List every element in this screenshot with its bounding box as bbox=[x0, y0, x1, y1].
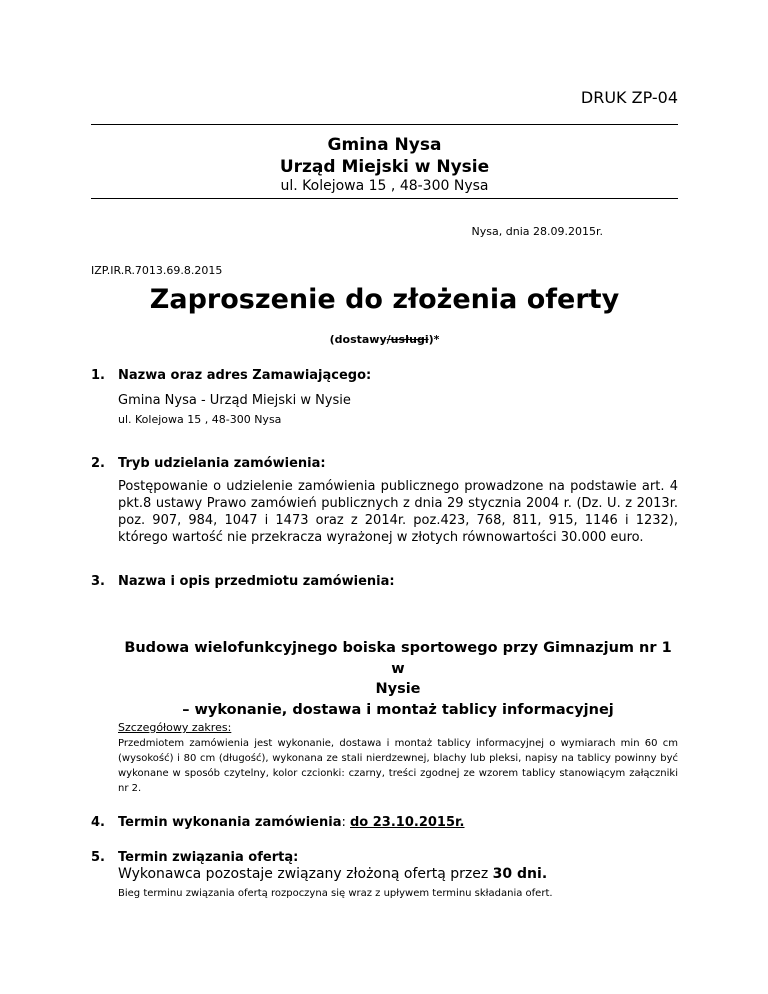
section-5-number: 5. bbox=[91, 850, 105, 865]
subject-line-2: Nysie bbox=[375, 681, 421, 697]
header-office: Urząd Miejski w Nysie bbox=[279, 157, 490, 177]
scope-text: Przedmiotem zamówienia jest wykonanie, dostawa i montaż tablicy informacyjnej o wymiarach min 60 cm (wysokość) i 80 cm (długość), wykonana ze stali nierdzewnej, blachy lub pleksi, napisy na tablicy powinny być wykonane w sposób czytelny, kolor czcionki: czarny, treści zgodnej ze wzorem tablicy stanowiącym załączniki nr 2. bbox=[118, 738, 678, 794]
section-2-number: 2. bbox=[91, 456, 105, 471]
section-4-heading bbox=[91, 815, 465, 830]
document-title: Zaproszenie do złożenia oferty bbox=[149, 284, 620, 315]
contracting-authority-name: Gmina Nysa - Urząd Miejski w Nysie bbox=[118, 393, 351, 408]
contracting-authority-address: ul. Kolejowa 15 , 48-300 Nysa bbox=[118, 413, 282, 426]
section-1-number: 1. bbox=[91, 368, 105, 383]
section-3-heading bbox=[91, 574, 395, 589]
header-bottom-rule bbox=[91, 198, 678, 199]
section-1-heading bbox=[91, 368, 371, 383]
section-1-title: Nazwa oraz adres Zamawiającego: bbox=[118, 368, 372, 383]
binding-period-text: Wykonawca pozostaje związany złożoną ofertą przez bbox=[118, 866, 493, 882]
date-line: Nysa, dnia 28.09.2015r. bbox=[471, 225, 603, 238]
section-4-title: Termin wykonania zamówienia bbox=[118, 815, 342, 830]
subject-line-3: – wykonanie, dostawa i montaż tablicy informacyjnej bbox=[182, 701, 614, 718]
binding-period-days: 30 dni. bbox=[492, 866, 548, 882]
section-5-heading bbox=[91, 850, 298, 865]
section-5-title: Termin związania ofertą: bbox=[118, 850, 299, 865]
subject-line-1: Budowa wielofunkcyjnego boiska sportowego przy Gimnazjum nr 1 w bbox=[124, 640, 672, 677]
header-address: ul. Kolejowa 15 , 48-300 Nysa bbox=[280, 178, 489, 194]
section-3-number: 3. bbox=[91, 574, 105, 589]
section-2-title: Tryb udzielania zamówienia: bbox=[118, 456, 326, 471]
header-top-rule bbox=[91, 124, 678, 125]
section-4-number: 4. bbox=[91, 815, 105, 830]
binding-period-line bbox=[118, 866, 678, 882]
scope-label: Szczegółowy zakres: bbox=[118, 721, 232, 734]
subtitle-struck: /usługi bbox=[386, 333, 429, 346]
section-2-heading bbox=[91, 456, 326, 471]
section-4-colon: : bbox=[341, 815, 350, 830]
subtitle-open: (dostawy bbox=[329, 333, 387, 346]
subtitle-close: )* bbox=[428, 333, 440, 346]
header-org: Gmina Nysa bbox=[327, 135, 442, 155]
procedure-text: Postępowanie o udzielenie zamówienia publicznego prowadzone na podstawie art. 4 pkt.8 ustawy Prawo zamówień publicznych z dnia 29 stycznia 2004 r. (Dz. U. z 2013r. poz. 907, 984, 1047 i 1473 oraz z 2014r. poz.423, 768, 811, 915, 1146 i 1232), którego wartość nie przekracza wyrażonej w złotych równowartości 30.000 euro. bbox=[118, 479, 678, 545]
subject-heading bbox=[118, 638, 678, 720]
section-3-title: Nazwa i opis przedmiotu zamówienia: bbox=[118, 574, 395, 589]
completion-deadline: do 23.10.2015r. bbox=[350, 815, 465, 830]
reference-number: IZP.IR.R.7013.69.8.2015 bbox=[91, 264, 223, 277]
document-subtitle bbox=[91, 333, 678, 346]
form-code: DRUK ZP-04 bbox=[580, 88, 678, 107]
binding-period-note: Bieg terminu związania ofertą rozpoczyna się wraz z upływem terminu składania ofert. bbox=[118, 888, 553, 899]
